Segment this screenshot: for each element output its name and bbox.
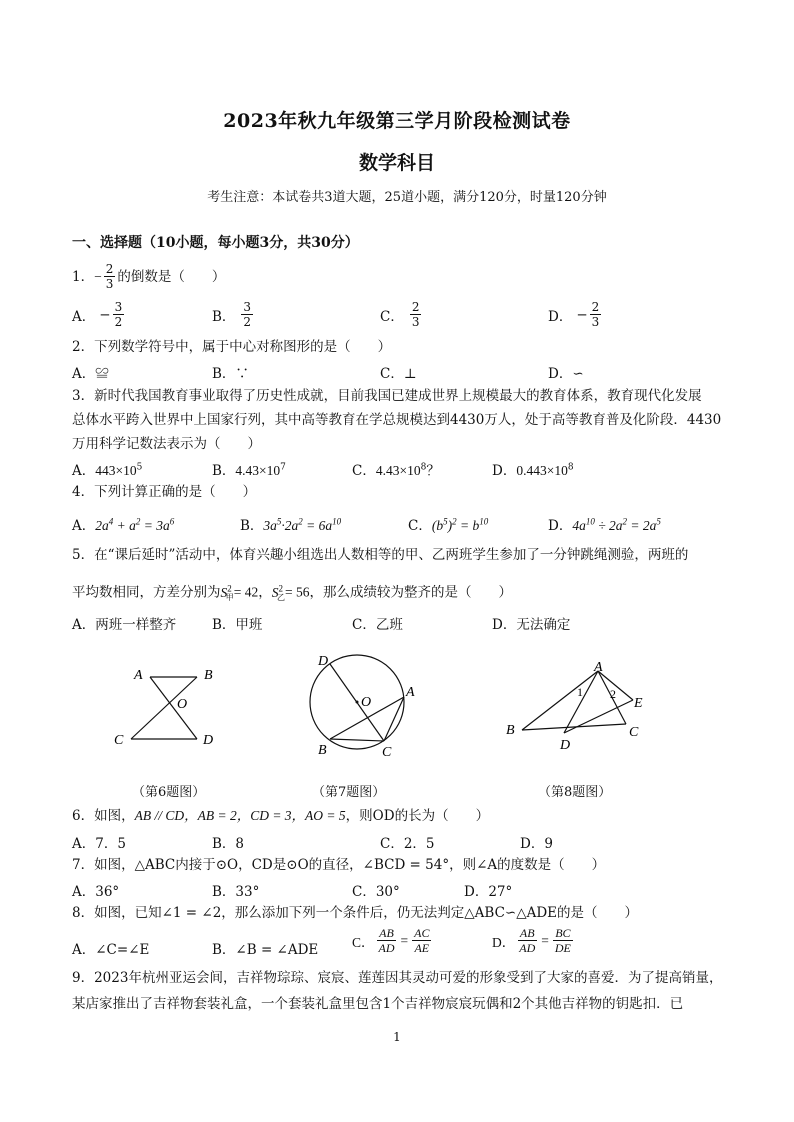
label-a: A: [134, 668, 143, 683]
q3-option-c[interactable]: [352, 459, 440, 479]
segment-ad: [564, 671, 598, 733]
q6-option-b[interactable]: B．8: [212, 836, 245, 852]
question-9-line1: 9．2023年杭州亚运会间，吉祥物琮琮、宸宸、莲莲因其灵动可爱的形象受到了大家的喜爱．为了提高销量，: [72, 970, 723, 986]
q1-option-d[interactable]: [548, 300, 603, 329]
label-c: C: [114, 733, 124, 748]
label-a: A: [406, 685, 415, 700]
q7-option-c[interactable]: C．30°: [352, 884, 400, 900]
figure-7-caption: （第7题图）: [312, 785, 386, 800]
q3-option-d[interactable]: [492, 459, 574, 479]
question-6: [72, 807, 489, 825]
option-label: D．: [548, 518, 573, 534]
q5-option-b[interactable]: B．甲班: [212, 617, 263, 633]
q7-option-a[interactable]: A．36°: [72, 884, 120, 900]
label-c: C: [382, 745, 392, 760]
q6-conditions: AB // CD，AB = 2，CD = 3，AO = 5: [134, 808, 346, 823]
segment-ad: [150, 677, 197, 739]
q7-option-b[interactable]: B．33°: [212, 884, 260, 900]
exam-notice: 考生注意：本试卷共3道大题，25道小题，满分120分，时量120分钟: [207, 190, 607, 205]
variance-yi-value: = 56: [285, 584, 310, 600]
q4-option-d[interactable]: [548, 514, 661, 534]
q1-number: 1．: [72, 268, 95, 285]
label-o: O: [361, 695, 372, 710]
option-sign: −: [576, 306, 588, 323]
page-number: 1: [393, 1030, 401, 1044]
q6-option-d[interactable]: D．9: [520, 836, 553, 852]
option-label: C．: [380, 308, 404, 325]
q7-option-d[interactable]: D．27°: [464, 884, 513, 900]
q2-option-a[interactable]: A．≌: [72, 366, 109, 382]
label-b: B: [204, 668, 213, 683]
q2-option-b[interactable]: B．∵: [212, 366, 249, 382]
figure-6-caption: （第6题图）: [132, 785, 206, 800]
q5-option-a[interactable]: A．两班一样整齐: [72, 617, 177, 633]
variance-yi: $S^2_乙$: [271, 583, 285, 603]
q5-stem-b: ，那么成绩较为整齐的是（ ）: [309, 584, 512, 601]
option-formula: $4a^{10} \div 2a^2 = 2a^5$: [572, 516, 661, 533]
option-exponent: 5: [136, 462, 143, 473]
q5-stem-a: 平均数相同，方差分别为: [72, 584, 221, 601]
option-denominator: 3: [411, 315, 420, 329]
option-label: B．: [212, 308, 236, 325]
option-tail: ？: [426, 463, 440, 479]
q3-option-b[interactable]: [212, 459, 286, 479]
q1-option-a[interactable]: [72, 300, 126, 329]
q2-option-c[interactable]: C．⊥: [380, 366, 417, 382]
q5-option-d[interactable]: D．无法确定: [492, 617, 571, 633]
question-7: 7．如图，△ABC内接于⊙O，CD是⊙O的直径，∠BCD = 54°，则∠A的度数是（ ）: [72, 857, 606, 873]
variance-jia: $S^2_甲$: [220, 583, 234, 603]
label-b: B: [318, 743, 327, 758]
q3-option-a[interactable]: [72, 459, 142, 479]
subject-title: 数学科目: [358, 152, 435, 174]
q1-option-b[interactable]: [212, 300, 255, 329]
question-5-line1: 5．在“课后延时”活动中，体育兴趣小组选出人数相等的甲、乙两班学生参加了一分钟跳绳测验，两班的: [72, 547, 689, 563]
option-label: A．: [72, 463, 96, 479]
center-dot: [356, 701, 359, 704]
q2-option-d[interactable]: D．∽: [548, 366, 584, 382]
option-numerator: 3: [114, 300, 123, 314]
ratio-numerator: BC: [555, 926, 571, 940]
option-label: C．: [352, 463, 376, 479]
option-numerator: 2: [591, 300, 600, 314]
option-value: 0.443×10: [516, 463, 568, 478]
option-value: 443×10: [95, 463, 137, 478]
option-label: D．: [492, 934, 516, 950]
ratio-numerator: AB: [519, 926, 535, 940]
ratio-denominator: AE: [414, 941, 430, 955]
option-value: 4.43×10: [375, 463, 421, 478]
question-5-line2: 平均数相同，方差分别为$S^2_甲= 42$，$S^2_乙= 56$，那么成绩较为整齐的是（ ）: [72, 583, 512, 603]
ratio-denominator: DE: [554, 941, 571, 955]
option-label: A．: [72, 518, 96, 534]
q8-option-a[interactable]: A．∠C=∠E: [72, 942, 150, 958]
label-d: D: [560, 738, 571, 753]
ratio-denominator: AD: [519, 941, 536, 955]
q6-option-a[interactable]: A．7．5: [72, 836, 126, 852]
label-angle-1: 1: [577, 685, 583, 699]
question-8: 8．如图，已知∠1 = ∠2，那么添加下列一个条件后，仍无法判定△ABC∽△ADE的是（ ）: [72, 905, 639, 921]
option-numerator: 3: [243, 300, 252, 314]
option-label: A．: [72, 308, 96, 325]
q5-option-c[interactable]: C．乙班: [352, 617, 403, 633]
q1-sign: −: [94, 268, 102, 284]
variance-jia-value: = 42: [233, 584, 259, 600]
figure-8: [500, 655, 650, 755]
label-o: O: [177, 697, 188, 712]
label-b: B: [506, 723, 515, 738]
figure-7: [300, 650, 430, 765]
option-numerator: 2: [411, 300, 420, 314]
label-angle-2: 2: [610, 687, 616, 701]
ratio-denominator: AD: [378, 941, 395, 955]
question-3-line1: 3．新时代我国教育事业取得了历史性成就，目前我国已建成世界上规模最大的教育体系，教育现代化发展: [72, 388, 702, 404]
segment-ab: [522, 671, 598, 730]
question-3-line2: 总体水平跨入世界中上国家行列，其中高等教育在学总规模达到4430万人，处于高等教育普及化阶段．4430: [72, 412, 722, 428]
q4-option-b[interactable]: [240, 514, 341, 534]
label-d: D: [203, 733, 214, 748]
page-title: 2023年秋九年级第三学月阶段检测试卷: [223, 110, 571, 132]
option-label: B．: [212, 463, 236, 479]
q6-suffix: ，则OD的长为（ ）: [345, 808, 490, 824]
q8-option-b[interactable]: B．∠B = ∠ADE: [212, 942, 319, 958]
q1-option-c[interactable]: [380, 300, 423, 329]
question-2: 2．下列数学符号中，属于中心对称图形的是（ ）: [72, 339, 392, 355]
option-exponent: 8: [567, 462, 574, 473]
option-denominator: 2: [114, 315, 123, 329]
option-label: D．: [548, 308, 573, 325]
option-exponent: 7: [280, 462, 286, 473]
segment-bc: [522, 724, 626, 730]
q6-option-c[interactable]: C．2．5: [380, 836, 435, 852]
q8-option-c[interactable]: C． $\frac{AB}{AD}$ = $\frac{AC}{AE}$: [352, 926, 430, 955]
figure-6: [100, 655, 240, 755]
section-heading: 一、选择题（10小题，每小题3分，共30分）: [72, 235, 359, 251]
ratio-numerator: AC: [414, 926, 430, 940]
segment-bc: [330, 739, 384, 741]
option-denominator: 2: [243, 315, 252, 329]
q1-fraction: [104, 262, 116, 291]
option-value: 4.43×10: [235, 463, 281, 478]
question-3-line3: 万用科学记数法表示为（ ）: [72, 436, 261, 452]
q4-option-a[interactable]: [72, 514, 174, 534]
option-sign: −: [99, 306, 111, 323]
label-e: E: [634, 696, 643, 711]
option-label: B．: [240, 518, 264, 534]
question-1: [72, 262, 225, 291]
option-exponent: 8: [420, 462, 427, 473]
q1-denominator: 3: [105, 277, 114, 291]
option-label: D．: [492, 463, 517, 479]
option-label: C．: [408, 518, 432, 534]
question-9-line2: 某店家推出了吉祥物套装礼盒，一个套装礼盒里包含1个吉祥物宸宸玩偶和2个其他吉祥物的钥匙扣．已: [72, 996, 684, 1012]
q8-option-d[interactable]: D． $\frac{AB}{AD}$ = $\frac{BC}{DE}$: [492, 926, 571, 955]
label-c: C: [629, 725, 639, 740]
q1-numerator: 2: [105, 262, 114, 276]
option-formula: $3a^5\cdot 2a^2 = 6a^{10}$: [263, 516, 342, 533]
label-a: A: [594, 660, 603, 675]
figure-8-caption: （第8题图）: [538, 785, 612, 800]
q4-option-c[interactable]: [408, 514, 488, 534]
option-label: C．: [352, 934, 375, 950]
option-denominator: 3: [591, 315, 600, 329]
option-formula: $2a^4 + a^2 = 3a^6$: [95, 516, 175, 533]
q1-stem: 的倒数是（ ）: [117, 268, 226, 285]
q6-prefix: 6．如图，: [72, 808, 135, 824]
ratio-numerator: AB: [379, 926, 394, 940]
option-formula: $(b^5)^2 = b^{10}$: [431, 516, 489, 533]
label-d: D: [318, 654, 329, 669]
question-4: 4．下列计算正确的是（ ）: [72, 484, 257, 500]
